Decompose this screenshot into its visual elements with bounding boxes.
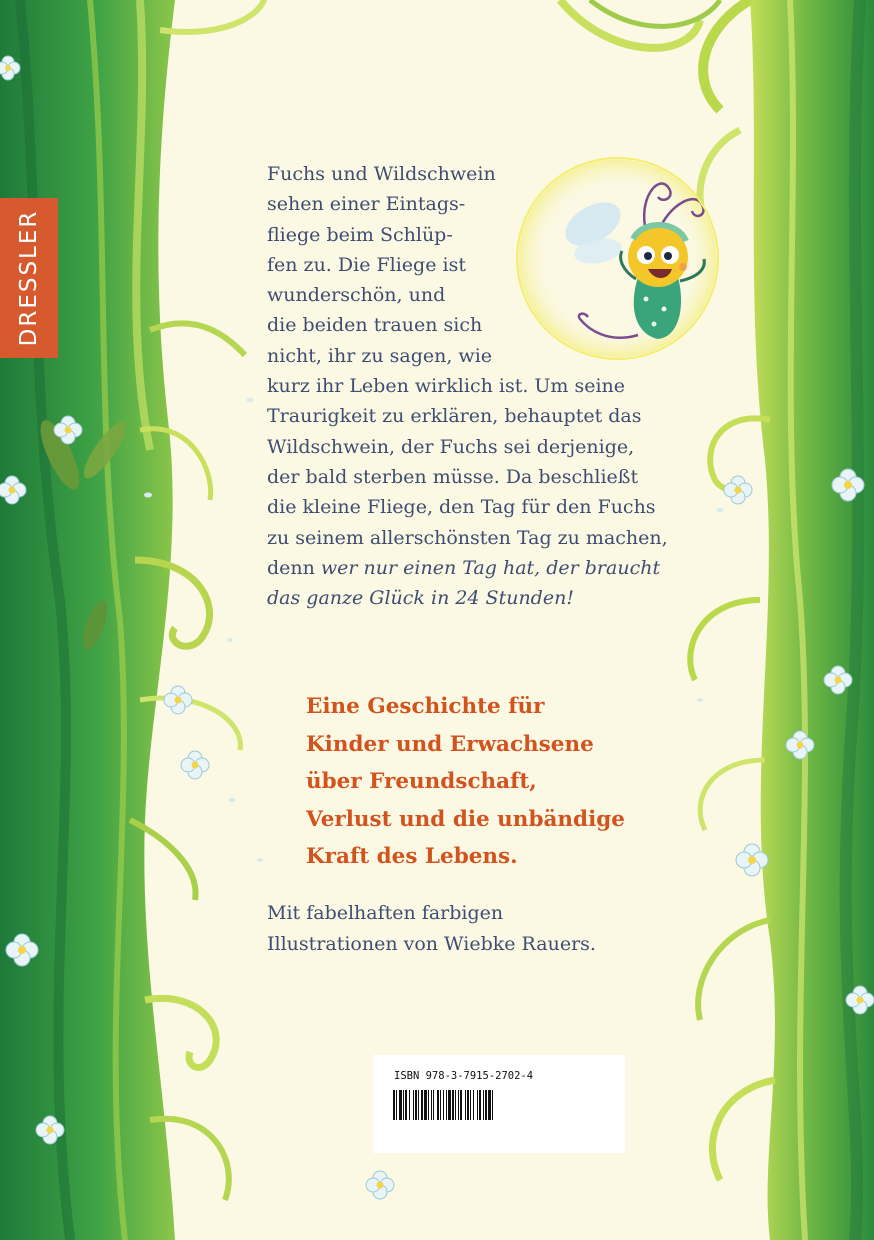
barcode-bar xyxy=(405,1090,407,1120)
isbn-number: ISBN 978-3-7915-2702-4 xyxy=(394,1070,534,1082)
blurb-line xyxy=(267,583,707,613)
barcode-bar xyxy=(431,1090,432,1120)
barcode-bar xyxy=(421,1090,423,1120)
credit-line: Mit fabelhaften farbigen xyxy=(267,902,504,924)
blurb-line: zu seinem allerschönsten Tag zu machen, xyxy=(267,526,668,549)
barcode-bar xyxy=(458,1090,459,1120)
blurb-plain-part: denn xyxy=(267,556,321,579)
barcode-bar xyxy=(477,1090,478,1120)
blurb-italic-part: das ganze Glück in 24 Stunden! xyxy=(267,587,574,610)
barcode-bar xyxy=(452,1090,454,1120)
barcode-bar xyxy=(393,1090,395,1120)
teaser-line: Verlust und die unbändige xyxy=(306,806,625,832)
teaser-line: Eine Geschichte für xyxy=(306,694,545,719)
blurb-line: Fuchs und Wildschwein xyxy=(267,163,496,185)
barcode-bar xyxy=(409,1090,410,1120)
barcode-bar xyxy=(479,1090,481,1120)
barcode-bar xyxy=(443,1090,444,1120)
barcode-bar xyxy=(415,1090,417,1120)
blurb-line: sehen einer Eintags- xyxy=(267,193,466,216)
blurb-line: die kleine Fliege, den Tag für den Fuchs xyxy=(267,496,656,519)
publisher-logo xyxy=(0,198,58,358)
barcode-bar xyxy=(418,1090,419,1120)
blurb-line: fliege beim Schlüp- xyxy=(267,223,453,246)
barcode xyxy=(393,1090,543,1120)
barcode-bar xyxy=(446,1090,447,1120)
barcode-bar xyxy=(433,1090,434,1120)
barcode-bar xyxy=(440,1090,441,1120)
blurb-line: wunderschön, und xyxy=(267,284,446,307)
barcode-bar xyxy=(470,1090,471,1120)
blurb-line: Wildschwein, der Fuchs sei derjenige, xyxy=(267,435,635,458)
barcode-bar xyxy=(437,1090,439,1120)
blurb-line: nicht, ihr zu sagen, wie xyxy=(267,344,493,367)
barcode-bar xyxy=(473,1090,474,1120)
teaser-line: Kraft des Lebens. xyxy=(306,844,518,869)
illustrator-credit xyxy=(267,898,596,960)
barcode-bar xyxy=(413,1090,414,1120)
teaser-line: über Freundschaft, xyxy=(306,769,537,794)
blurb-italic-part: wer nur einen Tag hat, der braucht xyxy=(320,556,661,579)
publisher-name: DRESSLER xyxy=(16,209,42,347)
barcode-bar xyxy=(424,1090,427,1120)
barcode-bar xyxy=(448,1090,451,1120)
barcode-bar xyxy=(485,1090,487,1120)
blurb-line: fen zu. Die Fliege ist xyxy=(267,253,466,276)
barcode-bar xyxy=(467,1090,469,1120)
barcode-bar xyxy=(483,1090,484,1120)
barcode-bar xyxy=(465,1090,466,1120)
barcode-bar xyxy=(399,1090,402,1120)
barcode-bar xyxy=(455,1090,456,1120)
teaser-text xyxy=(306,688,625,876)
blurb-line: die beiden trauen sich xyxy=(267,314,483,337)
blurb-text xyxy=(267,159,707,613)
teaser-line: Kinder und Erwachsene xyxy=(306,731,594,757)
barcode-box xyxy=(373,1055,625,1153)
barcode-bar xyxy=(403,1090,404,1120)
barcode-bar xyxy=(488,1090,491,1120)
blurb-line xyxy=(267,553,707,583)
blurb-line: Traurigkeit zu erklären, behauptet das xyxy=(267,405,642,428)
barcode-bar xyxy=(460,1090,462,1120)
barcode-bar xyxy=(428,1090,429,1120)
barcode-bar xyxy=(396,1090,397,1120)
credit-line: Illustrationen von Wiebke Rauers. xyxy=(267,933,596,955)
barcode-bar xyxy=(492,1090,493,1120)
blurb-line: kurz ihr Leben wirklich ist. Um seine xyxy=(267,375,626,398)
blurb-line: der bald sterben müsse. Da beschließt xyxy=(267,465,639,488)
